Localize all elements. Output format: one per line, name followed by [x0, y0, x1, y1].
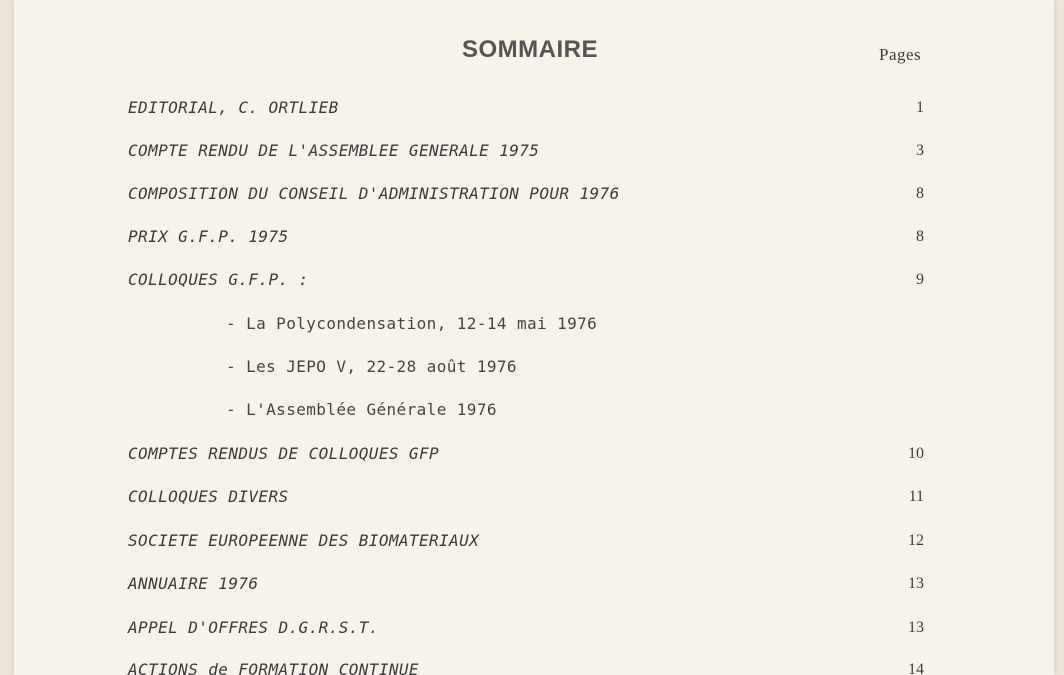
toc-entry-page: 8: [916, 228, 924, 245]
toc-entry-title: SOCIETE EUROPEENNE DES BIOMATERIAUX: [128, 531, 480, 550]
toc-entry-page: 8: [916, 185, 924, 202]
toc-entry-page: 12: [908, 532, 924, 549]
toc-entry-page: 1: [916, 99, 924, 116]
pages-column-label: Pages: [879, 45, 922, 64]
toc-entry: [0, 270, 1064, 300]
toc-entry: [0, 141, 1064, 171]
toc-entry-title: COMPOSITION DU CONSEIL D'ADMINISTRATION POUR 1976: [128, 184, 620, 203]
toc-entry: [0, 574, 1064, 604]
toc-entry: [0, 487, 1064, 517]
toc-entry-title: COLLOQUES G.F.P. :: [128, 270, 309, 289]
toc-entry: [0, 227, 1064, 257]
toc-entry-page: 3: [916, 142, 924, 159]
toc-subentry-title: - L'Assemblée Générale 1976: [226, 400, 497, 419]
toc-entry-page: 10: [908, 445, 924, 462]
toc-entry: [0, 660, 1064, 675]
toc-entry-title: ANNUAIRE 1976: [128, 574, 259, 593]
toc-entry-title: COLLOQUES DIVERS: [128, 487, 289, 506]
toc-entry: [0, 531, 1064, 561]
toc-entry-title: EDITORIAL, C. ORTLIEB: [128, 98, 339, 117]
toc-subentry-title: - Les JEPO V, 22-28 août 1976: [226, 357, 517, 376]
toc-entry-title: PRIX G.F.P. 1975: [128, 227, 289, 246]
toc-entry-page: 13: [908, 619, 924, 636]
toc-subentry-title: - La Polycondensation, 12-14 mai 1976: [226, 314, 598, 333]
toc-entry-page: 13: [908, 575, 924, 592]
toc-entry: [0, 444, 1064, 474]
toc-entry: [0, 184, 1064, 214]
toc-entry-title: COMPTES RENDUS DE COLLOQUES GFP: [128, 444, 440, 463]
toc-entry-page: 9: [916, 271, 924, 288]
toc-subentry: [0, 400, 1064, 430]
toc-entry-page: 14: [908, 661, 924, 675]
toc-subentry: [0, 314, 1064, 344]
toc-entry: [0, 618, 1064, 648]
toc-subentry: [0, 357, 1064, 387]
toc-entry-title: APPEL D'OFFRES D.G.R.S.T.: [128, 618, 379, 637]
toc-entry-page: 11: [908, 488, 924, 505]
toc-entry: [0, 98, 1064, 128]
toc-entry-title: ACTIONS de FORMATION CONTINUE: [128, 660, 419, 675]
toc-entry-title: COMPTE RENDU DE L'ASSEMBLEE GENERALE 1975: [128, 141, 540, 160]
page-title: SOMMAIRE: [462, 36, 598, 63]
